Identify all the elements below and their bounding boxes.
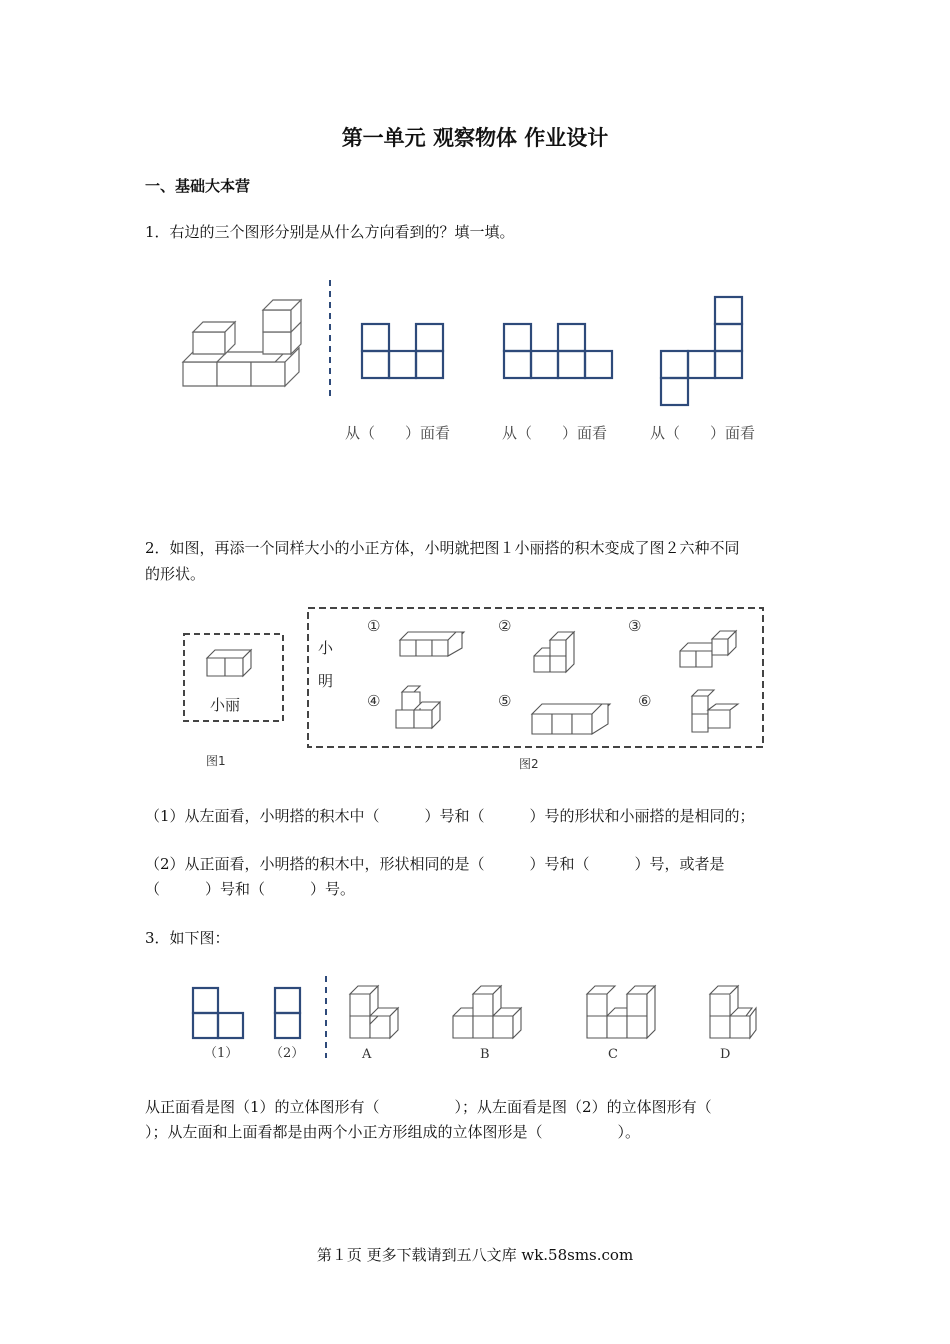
circle-4: ④ xyxy=(367,692,381,710)
xiaoli-label: 小丽 xyxy=(210,696,241,714)
question-2-sub2-line2: （ ）号和（ ）号。 xyxy=(145,880,356,898)
circle-1: ① xyxy=(367,617,381,635)
circle-5: ⑤ xyxy=(498,692,512,710)
view-label-2: （2） xyxy=(270,1046,305,1061)
option-A: A xyxy=(362,1047,372,1062)
view-label-1: （1） xyxy=(204,1046,239,1061)
question-2-text-line2: 的形状。 xyxy=(145,565,206,583)
page-footer: 第１页 更多下载请到五八文库 wk.58sms.com xyxy=(316,1246,634,1264)
fig2-label: 图2 xyxy=(519,757,539,771)
q1-caption-3: 从（ ）面看 xyxy=(650,424,756,442)
fig1-label: 图1 xyxy=(206,754,226,768)
question-3-answer-line2: ）；从左面和上面看都是由两个小正方形组成的立体图形是（ ）。 xyxy=(145,1123,641,1141)
question-2-sub1: （1）从左面看，小明搭的积木中（ ）号和（ ）号的形状和小丽搭的是相同的； xyxy=(145,807,755,825)
question-2-text-line1: 2．如图，再添一个同样大小的小正方体，小明就把图１小丽搭的积木变成了图２六种不同 xyxy=(145,539,740,557)
circle-6: ⑥ xyxy=(638,692,652,710)
option-D: D xyxy=(720,1047,731,1062)
xiaoming-label-1: 小 xyxy=(318,639,334,657)
section-heading: 一、基础大本营 xyxy=(145,177,251,195)
q1-caption-1: 从（ ）面看 xyxy=(345,424,451,442)
question-3-text: 3．如下图： xyxy=(145,929,230,947)
circle-2: ② xyxy=(498,617,512,635)
circle-3: ③ xyxy=(628,617,642,635)
option-C: C xyxy=(608,1047,618,1062)
question-1-text: 1．右边的三个图形分别是从什么方向看到的？填一填。 xyxy=(145,223,515,241)
question-3-answer-line1: 从正面看是图（1）的立体图形有（ ）；从左面看是图（2）的立体图形有（ xyxy=(145,1098,712,1116)
page-title: 第一单元 观察物体 作业设计 xyxy=(341,126,609,150)
option-B: B xyxy=(480,1047,490,1062)
q1-caption-2: 从（ ）面看 xyxy=(502,424,608,442)
xiaoming-label-2: 明 xyxy=(318,672,334,690)
question-2-sub2-line1: （2）从正面看，小明搭的积木中，形状相同的是（ ）号和（ ）号，或者是 xyxy=(145,855,725,873)
